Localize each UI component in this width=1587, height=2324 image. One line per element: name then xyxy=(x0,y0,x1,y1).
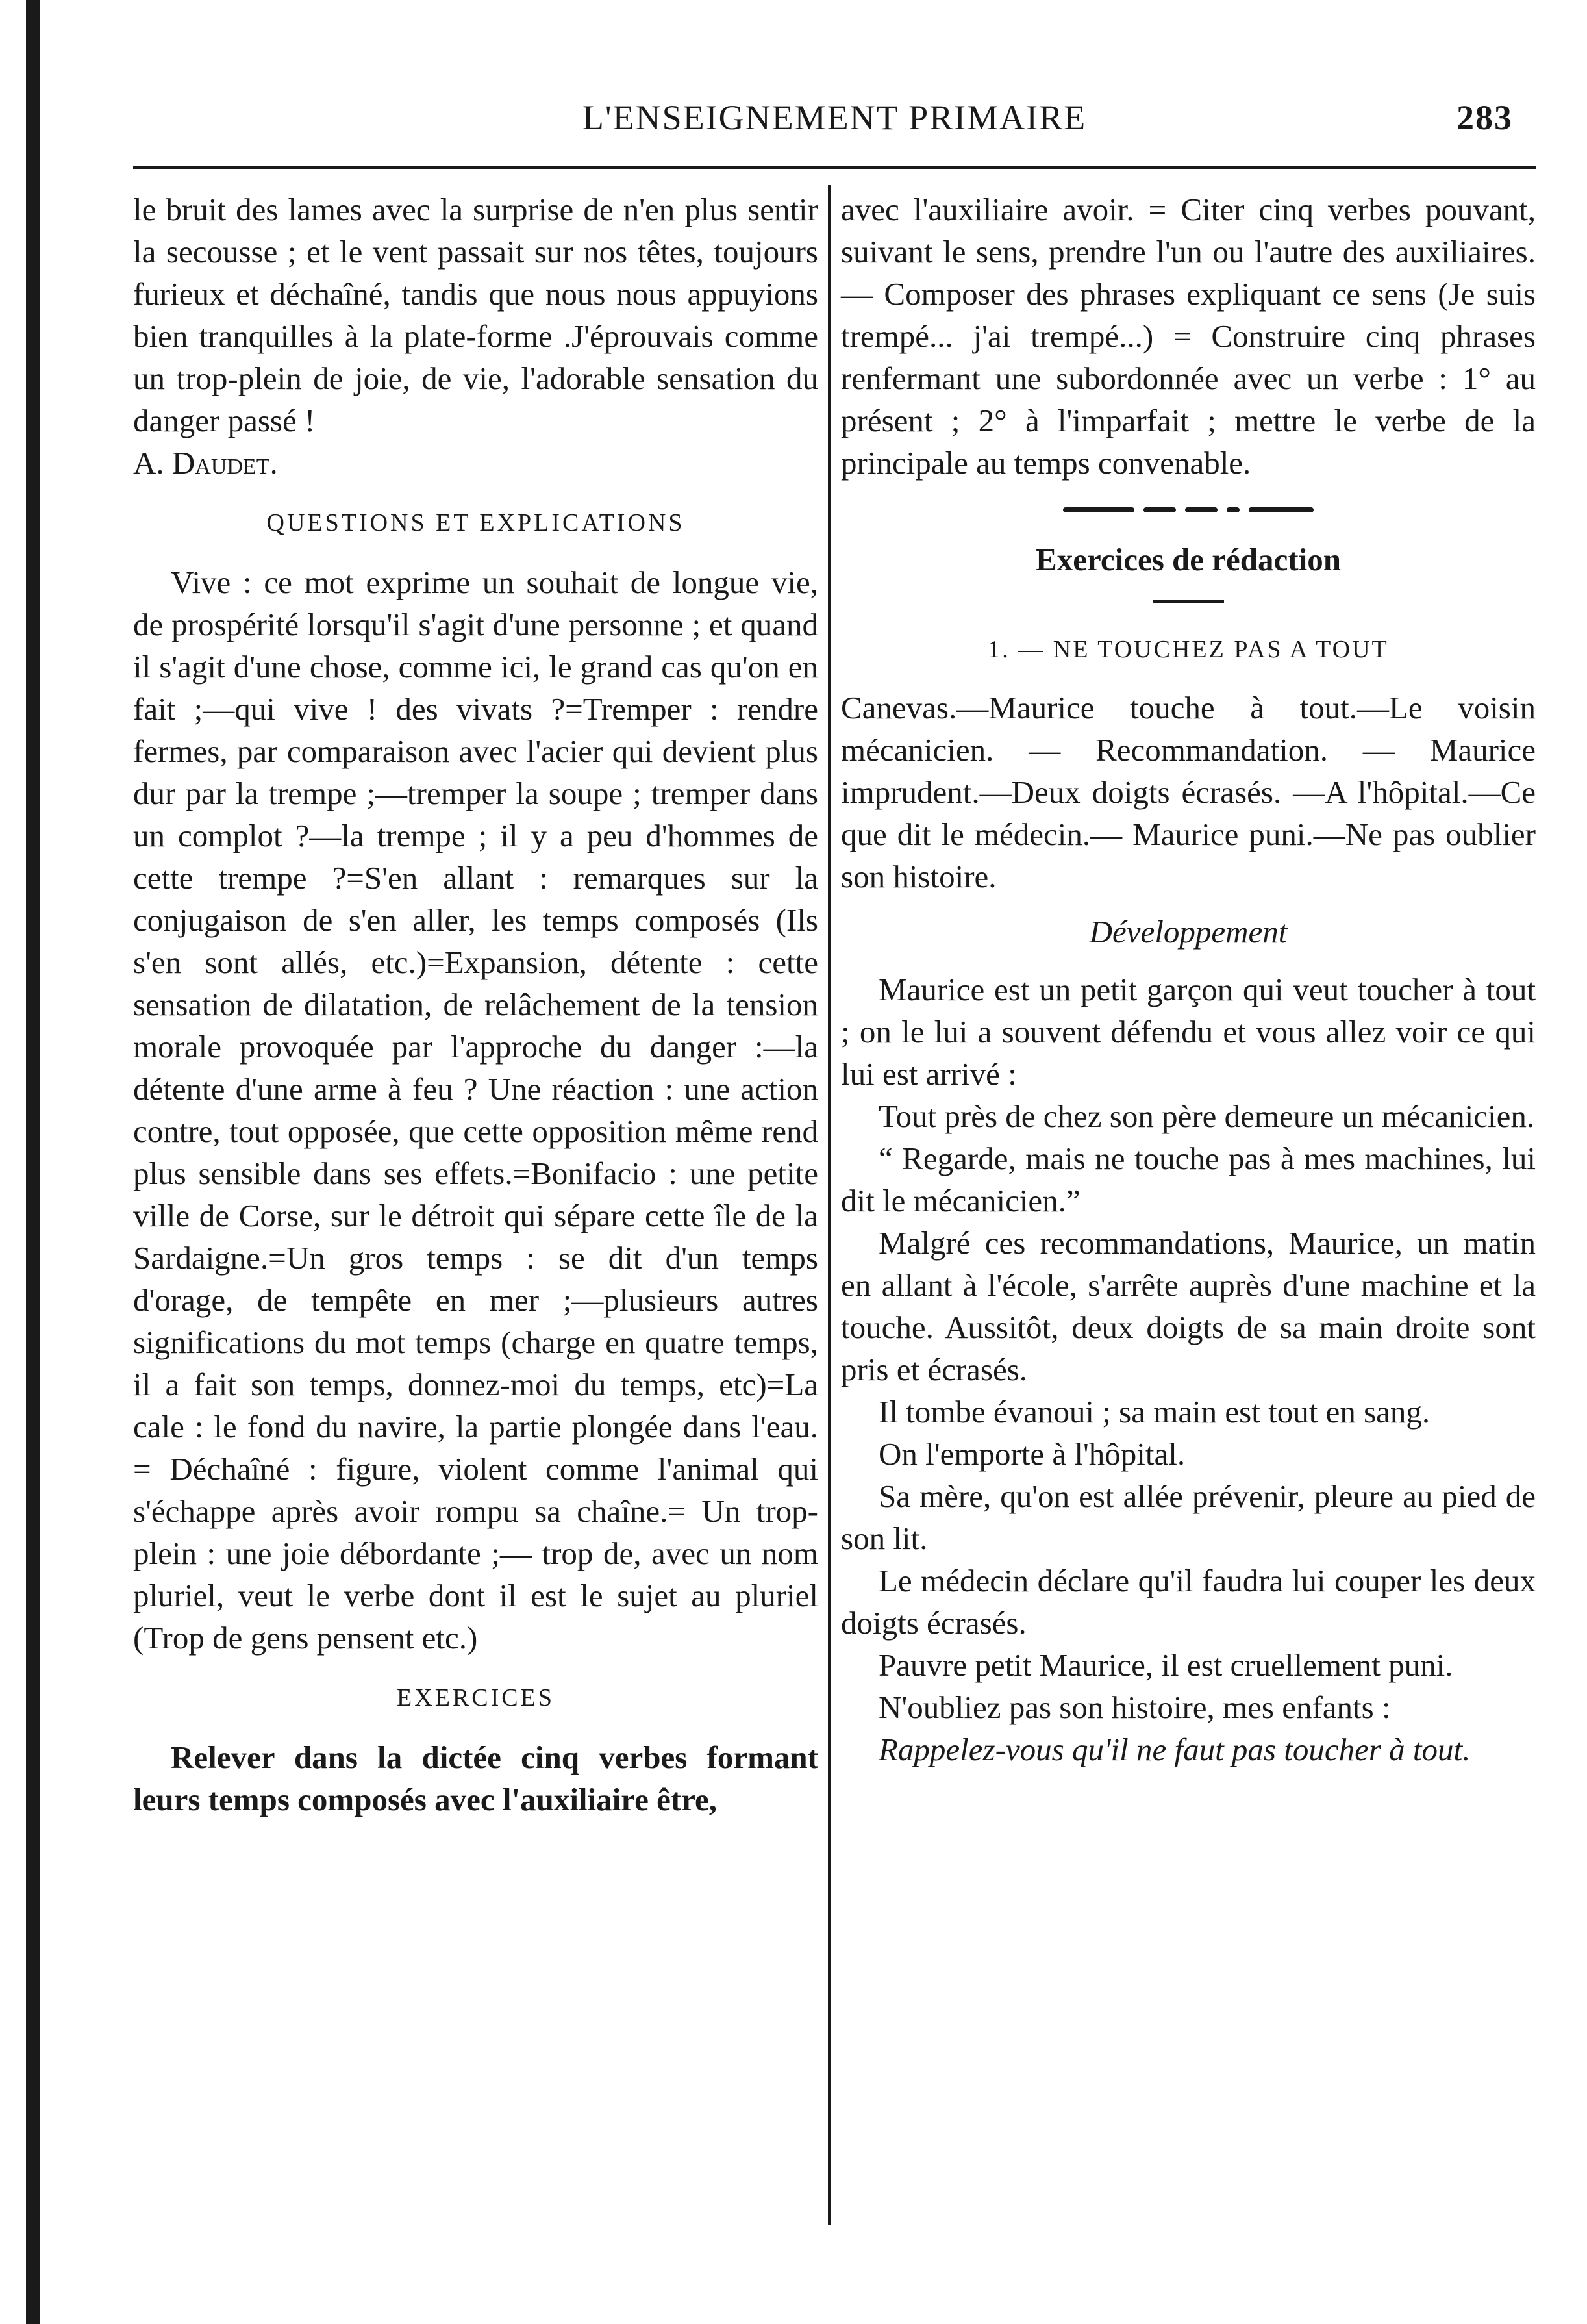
story-paragraph: Tout près de chez son père demeure un mécanicien. xyxy=(879,1098,1535,1134)
running-header xyxy=(130,84,1539,156)
author-signature: A. Daudet. xyxy=(133,445,278,481)
story-paragraph: Pauvre petit Maurice, il est cruellement puni. xyxy=(879,1647,1453,1683)
column-divider xyxy=(828,185,831,2225)
story-paragraph: “ Regarde, mais ne touche pas à mes machines, lui dit le mécanicien.” xyxy=(841,1141,1536,1219)
questions-heading: QUESTIONS ET EXPLICATIONS xyxy=(266,509,685,537)
left-column xyxy=(133,188,818,1821)
exercices-heading: EXERCICES xyxy=(397,1684,555,1711)
exercices-body: Relever dans la dictée cinq verbes formant leurs temps composés avec l'auxiliaire être, xyxy=(133,1739,818,1817)
story-moral: Rappelez-vous qu'il ne faut pas toucher à tout. xyxy=(879,1732,1471,1767)
story-paragraph: Il tombe évanoui ; sa main est tout en sang. xyxy=(879,1394,1431,1430)
story-paragraph: Maurice est un petit garçon qui veut toucher à tout ; on le lui a souvent défendu et vous allez voir ce qui lui est arrivé : xyxy=(841,972,1536,1092)
developpement-heading: Développement xyxy=(1089,914,1288,950)
header-rule xyxy=(133,166,1536,169)
right-column xyxy=(841,188,1536,1771)
story-paragraph: On l'emporte à l'hôpital. xyxy=(879,1436,1186,1472)
story-paragraph: Malgré ces recommandations, Maurice, un matin en allant à l'école, s'arrête auprès d'une machine et la touche. Aussitôt, deux doigts de sa main droite sont pris et écrasés. xyxy=(841,1225,1536,1387)
exercices-continuation: avec l'auxiliaire avoir. = Citer cinq verbes pouvant, suivant le sens, prendre l'un ou l'autre des auxiliaires.— Composer des phrases expliquant ce sens (Je suis trempé... j'ai trempé...) = Construire cinq phrases renfermant une subordonnée avec un verbe : 1° au présent ; 2° à l'imparfait ; mettre le verbe de la principale au temps convenable. xyxy=(841,192,1536,481)
questions-body: Vive : ce mot exprime un souhait de longue vie, de prospérité lorsqu'il s'agit d'une personne ; et quand il s'agit d'une chose, comme ici, le grand cas qu'on en fait ;—qui vive ! des vivats ?=Tremper : rendre fermes, par comparaison avec l'acier qui devient plus dur par la trempe ;—tremper la soupe ; tremper dans un complot ?—la trempe ; il y a peu d'hommes de cette trempe ?=S'en allant : remarques sur la conjugaison de s'en aller, les temps composés (Ils s'en sont allés, etc.)=Expansion, détente : cette sensation de dilatation, de relâchement de la tension morale provoquée par l'approche du danger :—la détente d'une arme à feu ? Une réaction : une action contre, tout opposée, que cette opposition même rend plus sensible dans ses effets.=Bonifacio : une petite ville de Corse, sur le détroit qui sépare cette île de la Sardaigne.=Un gros temps : se dit d'un temps d'orage, de tempête en mer ;—plusieurs autres significations du mot temps (charge en quatre temps, il a fait son temps, donnez-moi du temps, etc)=La cale : le fond du navire, la partie plongée dans l'eau. = Déchaîné : figure, violent comme l'animal qui s'échappe après avoir rompu sa chaîne.= Un trop-plein : une joie débordante ;— trop de, avec un nom pluriel, veut le verbe dont il est le sujet au pluriel (Trop de gens pensent etc.) xyxy=(133,564,818,1656)
story-paragraph: Sa mère, qu'on est allée prévenir, pleure au pied de son lit. xyxy=(841,1478,1536,1556)
page-number: 283 xyxy=(1456,98,1513,137)
story-paragraph: Le médecin déclare qu'il faudra lui couper les deux doigts écrasés. xyxy=(841,1563,1536,1641)
page-edge-shadow xyxy=(26,0,40,2324)
canevas-paragraph: Canevas.—Maurice touche à tout.—Le voisin mécanicien. — Recommandation. — Maurice imprudent.—Deux doigts écrasés. —A l'hôpital.—Ce que dit le médecin.— Maurice puni.—Ne pas oublier son histoire. xyxy=(841,690,1536,894)
ornamental-divider xyxy=(841,507,1536,512)
redaction-heading: Exercices de rédaction xyxy=(1036,542,1341,577)
journal-title: L'ENSEIGNEMENT PRIMAIRE xyxy=(582,98,1087,137)
subject-heading: 1. — NE TOUCHEZ PAS A TOUT xyxy=(988,636,1389,663)
short-rule xyxy=(1153,600,1224,603)
dictation-ending: le bruit des lames avec la surprise de n'en plus sentir la secousse ; et le vent passait sur nos têtes, toujours furieux et déchaîné, tandis que nous nous appuyions bien tranquilles à la plate-forme .J'éprouvais comme un trop-plein de joie, de vie, l'adorable sensation du danger passé ! xyxy=(133,192,818,438)
story-paragraph: N'oubliez pas son histoire, mes enfants : xyxy=(879,1689,1391,1725)
